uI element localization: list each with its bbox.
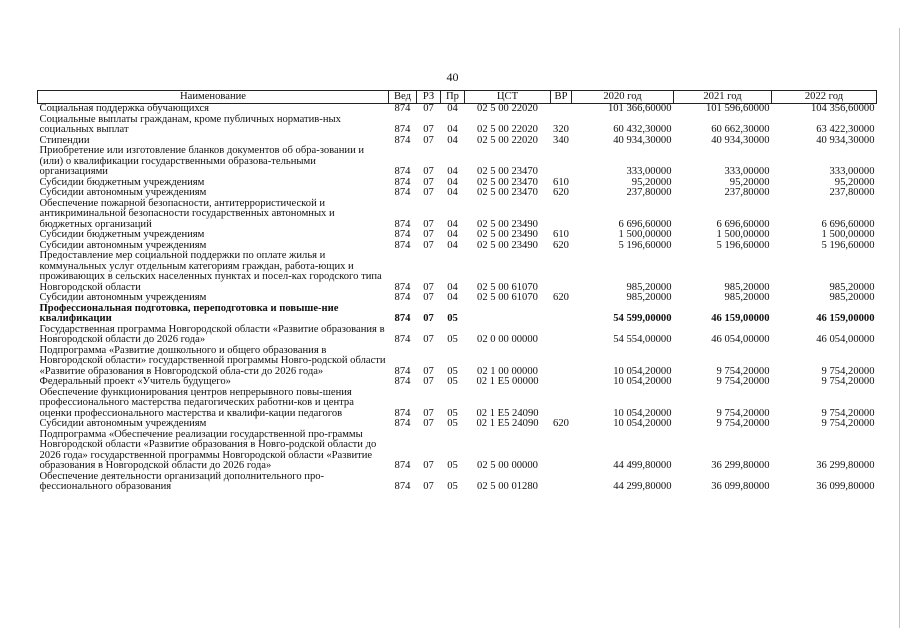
page-number: 40 — [446, 70, 459, 84]
row-name: Приобретение или изготовление бланков документов об обра-зовании и (или) о квалификации государственными образова-тельными организациями — [39, 145, 365, 177]
row-pr: 05 — [447, 460, 458, 471]
row-name: Обеспечение пожарной безопасности, антитеррористической и антикриминальной безопасности государственных автономных и бюджетных организаций — [39, 197, 335, 230]
row-ved: 874 — [394, 365, 411, 377]
row-value-2022: 9 754,20000 — [821, 418, 875, 429]
row-vr: 620 — [553, 418, 569, 429]
row-value-2021: 46 159,00000 — [711, 313, 770, 324]
row-value-2021: 9 754,20000 — [716, 365, 770, 377]
row-value-2021: 95,20000 — [729, 176, 770, 188]
row-value-2020: 95,20000 — [631, 176, 672, 188]
col-header-rz: РЗ — [417, 91, 441, 104]
col-header-2021: 2021 год — [674, 91, 772, 104]
row-rz: 07 — [423, 313, 434, 324]
row-value-2020: 6 696,60000 — [618, 218, 672, 230]
row-rz: 07 — [423, 124, 434, 135]
row-cst: 02 1 E5 24090 — [476, 407, 539, 419]
table-row — [38, 472, 877, 493]
row-value-2020: 54 599,00000 — [613, 313, 672, 324]
row-vr: 610 — [553, 176, 569, 188]
row-value-2022: 985,20000 — [829, 281, 875, 293]
row-value-2020: 40 934,30000 — [613, 134, 672, 146]
row-rz: 07 — [423, 418, 434, 429]
row-value-2022: 95,20000 — [834, 176, 875, 188]
row-value-2021: 9 754,20000 — [716, 407, 770, 419]
col-header-ved: Вед — [389, 91, 417, 104]
row-pr: 04 — [447, 103, 458, 114]
row-ved: 874 — [394, 334, 411, 345]
row-cst: 02 5 00 22020 — [477, 103, 538, 114]
row-rz: 07 — [423, 481, 434, 492]
row-ved: 874 — [394, 418, 411, 429]
table-row — [38, 146, 877, 178]
row-value-2022: 36 099,80000 — [816, 481, 875, 492]
row-ved: 874 — [394, 481, 411, 492]
row-rz: 07 — [423, 292, 434, 303]
row-name: Субсидии автономным учреждениям — [39, 292, 207, 303]
row-value-2020: 333,00000 — [626, 166, 672, 177]
row-name: Подпрограмма «Развитие дошкольного и общего образования в Новгородской области» государственной программы Новго-родской области «Развитие образования в Новгородской обла-сти до 2026 года» — [39, 344, 386, 377]
row-cst: 02 5 00 22020 — [477, 134, 538, 146]
row-ved: 874 — [394, 218, 411, 230]
row-value-2021: 985,20000 — [724, 281, 770, 293]
table-row — [38, 325, 877, 346]
row-cst: 02 5 00 01280 — [477, 481, 538, 492]
row-ved: 874 — [394, 460, 411, 471]
table-row — [38, 419, 877, 430]
table-row — [38, 199, 877, 231]
row-value-2021: 5 196,60000 — [716, 239, 770, 251]
row-name: Социальные выплаты гражданам, кроме публичных норматив-ных социальных выплат — [39, 113, 341, 135]
row-rz: 07 — [423, 460, 434, 471]
row-pr: 05 — [447, 407, 458, 419]
col-header-vr: ВР — [551, 91, 572, 104]
table-header-row — [38, 91, 877, 104]
row-vr — [551, 251, 572, 293]
row-ved: 874 — [394, 187, 411, 198]
table-row — [38, 251, 877, 293]
row-name: Субсидии бюджетным учреждениям — [39, 176, 205, 188]
row-pr: 04 — [447, 292, 458, 303]
row-name: Обеспечение деятельности организаций дополнительного про-фессионального образования — [39, 470, 325, 492]
row-rz: 07 — [423, 407, 434, 419]
budget-table — [37, 90, 877, 493]
row-value-2020: 10 054,20000 — [613, 376, 672, 387]
row-ved: 874 — [394, 134, 411, 146]
row-value-2021: 9 754,20000 — [716, 376, 770, 387]
row-rz: 07 — [423, 281, 434, 293]
col-header-2020: 2020 год — [572, 91, 674, 104]
row-pr: 05 — [447, 334, 458, 345]
row-vr — [551, 346, 572, 378]
row-name: Субсидии автономным учреждениям — [39, 418, 207, 429]
row-value-2020: 985,20000 — [626, 292, 672, 303]
row-vr: 620 — [553, 187, 569, 198]
row-ved: 874 — [394, 239, 411, 251]
table-row — [38, 346, 877, 378]
row-value-2022: 237,80000 — [829, 187, 875, 198]
row-vr — [551, 388, 572, 420]
row-value-2021: 36 099,80000 — [711, 481, 770, 492]
row-cst: 02 5 00 22020 — [477, 124, 538, 135]
row-pr: 05 — [447, 376, 458, 387]
table-row — [38, 388, 877, 420]
row-value-2021: 333,00000 — [724, 166, 770, 177]
row-value-2022: 9 754,20000 — [821, 376, 875, 387]
row-vr — [551, 472, 572, 493]
row-vr: 610 — [553, 229, 569, 240]
row-value-2020: 237,80000 — [626, 187, 672, 198]
row-value-2022: 985,20000 — [829, 292, 875, 303]
row-cst: 02 1 E5 00000 — [476, 376, 539, 387]
row-pr: 05 — [447, 313, 458, 324]
row-cst: 02 5 00 23490 — [477, 229, 538, 240]
table-row — [38, 104, 877, 115]
row-cst — [465, 304, 551, 325]
row-vr — [551, 325, 572, 346]
row-cst: 02 5 00 23470 — [477, 166, 538, 177]
table-row — [38, 377, 877, 388]
row-vr — [551, 304, 572, 325]
row-value-2021: 40 934,30000 — [711, 134, 770, 146]
row-value-2021: 60 662,30000 — [711, 124, 770, 135]
table-body — [38, 104, 877, 493]
row-pr: 05 — [447, 418, 458, 429]
row-pr: 04 — [447, 229, 458, 240]
row-pr: 04 — [447, 239, 458, 251]
row-vr: 320 — [553, 124, 569, 135]
row-name: Стипендии — [39, 134, 90, 146]
row-ved: 874 — [394, 229, 411, 240]
row-cst: 02 5 00 23490 — [477, 218, 538, 230]
row-name: Обеспечение функционирования центров непрерывного повы-шения профессионального мастерства педагогических работни-ков и центра оценки профессионального мастерства и квалифи-кации педагогов — [39, 386, 354, 419]
row-pr: 04 — [447, 124, 458, 135]
row-name: Государственная программа Новгородской области «Развитие образования в Новгородской области до 2026 года» — [39, 323, 385, 345]
row-value-2021: 1 500,00000 — [716, 229, 770, 240]
row-ved: 874 — [394, 292, 411, 303]
col-header-name: Наименование — [38, 91, 389, 104]
row-pr: 04 — [447, 187, 458, 198]
row-value-2020: 60 432,30000 — [613, 124, 672, 135]
row-name: Профессиональная подготовка, переподготовка и повыше-ние квалификации — [39, 302, 339, 324]
row-rz: 07 — [423, 239, 434, 251]
row-name: Социальная поддержка обучающихся — [39, 103, 210, 114]
row-cst: 02 5 00 61070 — [477, 281, 538, 293]
row-ved: 874 — [394, 124, 411, 135]
row-value-2020: 44 499,80000 — [613, 460, 672, 471]
row-value-2020: 985,20000 — [626, 281, 672, 293]
table-row — [38, 304, 877, 325]
row-rz: 07 — [423, 229, 434, 240]
col-header-cst: ЦСТ — [465, 91, 551, 104]
row-rz: 07 — [423, 218, 434, 230]
row-value-2022: 104 356,60000 — [810, 103, 875, 114]
table-row — [38, 188, 877, 199]
row-name: Подпрограмма «Обеспечение реализации государственной про-граммы Новгородской области «Развитие образования в Новго-родской области до 2026 года» государственной программы Новгородской области «Развитие образования в Новгородской области до 2026 года» — [39, 428, 377, 471]
row-value-2021: 36 299,80000 — [711, 460, 770, 471]
row-value-2020: 54 554,00000 — [613, 334, 672, 345]
row-ved: 874 — [394, 313, 411, 324]
row-ved: 874 — [394, 103, 411, 114]
row-value-2022: 6 696,60000 — [821, 218, 875, 230]
table-row — [38, 115, 877, 136]
row-value-2021: 101 596,60000 — [705, 103, 770, 114]
row-ved: 874 — [394, 376, 411, 387]
row-value-2020: 10 054,20000 — [613, 418, 672, 429]
row-rz: 07 — [423, 166, 434, 177]
row-value-2022: 46 159,00000 — [816, 313, 875, 324]
row-pr: 04 — [447, 218, 458, 230]
row-value-2022: 9 754,20000 — [821, 407, 875, 419]
row-vr — [551, 199, 572, 231]
row-value-2020: 1 500,00000 — [618, 229, 672, 240]
row-value-2021: 46 054,00000 — [711, 334, 770, 345]
row-ved: 874 — [394, 407, 411, 419]
row-pr: 05 — [447, 365, 458, 377]
row-value-2021: 237,80000 — [724, 187, 770, 198]
row-ved: 874 — [394, 176, 411, 188]
row-rz: 07 — [423, 376, 434, 387]
row-name: Субсидии автономным учреждениям — [39, 239, 207, 251]
row-value-2020: 44 299,80000 — [613, 481, 672, 492]
row-cst: 02 1 00 00000 — [477, 365, 538, 377]
row-rz: 07 — [423, 187, 434, 198]
row-cst: 02 5 00 23490 — [477, 239, 538, 251]
row-value-2021: 6 696,60000 — [716, 218, 770, 230]
row-cst: 02 5 00 23470 — [477, 187, 538, 198]
row-vr: 620 — [553, 239, 569, 251]
table-row — [38, 293, 877, 304]
row-cst: 02 0 00 00000 — [477, 334, 538, 345]
row-rz: 07 — [423, 365, 434, 377]
row-rz: 07 — [423, 103, 434, 114]
row-value-2022: 46 054,00000 — [816, 334, 875, 345]
row-ved: 874 — [394, 281, 411, 293]
row-pr: 04 — [447, 166, 458, 177]
row-cst: 02 1 E5 24090 — [476, 418, 539, 429]
row-name: Предоставление мер социальной поддержки по оплате жилья и коммунальных услуг отдельным категориям граждан, работа-ющих и проживающих в сельских населенных пунктах и посел-ках городского типа Новгородской области — [39, 250, 382, 293]
row-rz: 07 — [423, 134, 434, 146]
row-vr — [551, 377, 572, 388]
row-value-2022: 40 934,30000 — [816, 134, 875, 146]
row-cst: 02 5 00 23470 — [477, 176, 538, 188]
row-vr: 340 — [553, 134, 569, 146]
row-vr: 620 — [553, 292, 569, 303]
row-cst: 02 5 00 00000 — [477, 460, 538, 471]
row-value-2022: 36 299,80000 — [816, 460, 875, 471]
row-value-2022: 5 196,60000 — [821, 239, 875, 251]
row-cst: 02 5 00 61070 — [477, 292, 538, 303]
scan-edge-line — [899, 28, 900, 628]
row-value-2022: 63 422,30000 — [816, 124, 875, 135]
row-pr: 04 — [447, 134, 458, 146]
row-value-2022: 333,00000 — [829, 166, 875, 177]
row-name: Субсидии автономным учреждениям — [39, 187, 207, 198]
row-value-2020: 101 366,60000 — [607, 103, 672, 114]
table-row — [38, 230, 877, 241]
row-value-2022: 1 500,00000 — [821, 229, 875, 240]
row-value-2021: 985,20000 — [724, 292, 770, 303]
row-name: Субсидии бюджетным учреждениям — [39, 229, 205, 240]
row-value-2020: 10 054,20000 — [613, 365, 672, 377]
row-value-2020: 10 054,20000 — [613, 407, 672, 419]
row-pr: 04 — [447, 281, 458, 293]
table-row — [38, 430, 877, 472]
row-value-2021: 9 754,20000 — [716, 418, 770, 429]
col-header-pr: Пр — [441, 91, 465, 104]
row-value-2020: 5 196,60000 — [618, 239, 672, 251]
row-pr: 04 — [447, 176, 458, 188]
row-value-2022: 9 754,20000 — [821, 365, 875, 377]
row-vr — [551, 430, 572, 472]
row-ved: 874 — [394, 166, 411, 177]
col-header-2022: 2022 год — [772, 91, 877, 104]
row-vr — [551, 146, 572, 178]
row-rz: 07 — [423, 334, 434, 345]
row-rz: 07 — [423, 176, 434, 188]
row-pr: 05 — [447, 481, 458, 492]
row-vr — [551, 104, 572, 115]
row-name: Федеральный проект «Учитель будущего» — [39, 376, 231, 387]
